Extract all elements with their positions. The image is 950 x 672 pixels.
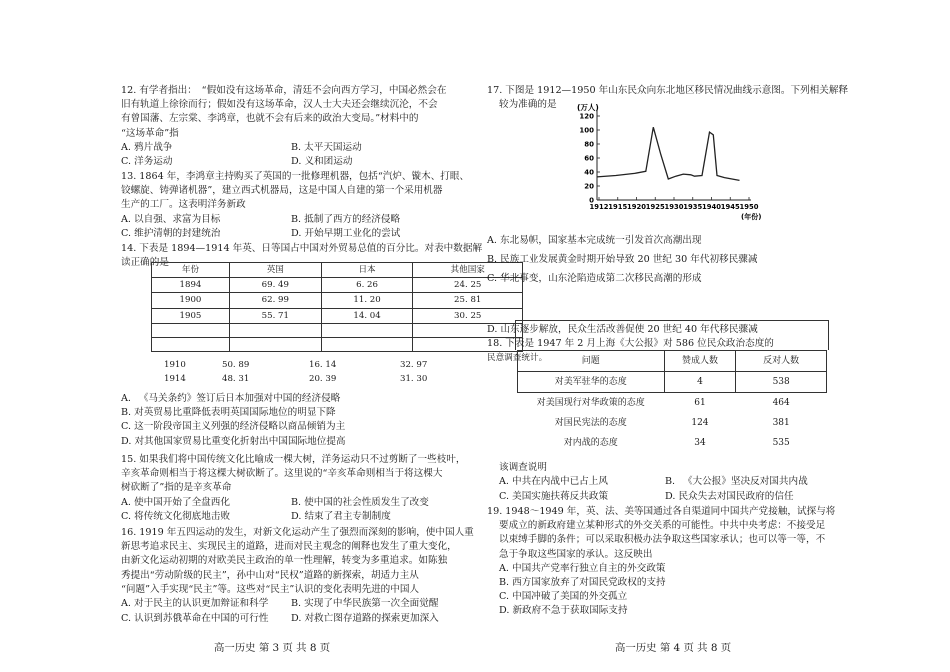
chart-y-label: (万人)	[577, 103, 599, 112]
chart-x-label: (年份)	[741, 213, 762, 221]
table-header-cell: 反对人数	[736, 351, 827, 372]
chart-x-tick-label: 1915	[608, 203, 628, 211]
chart-y-tick-label: 40	[584, 168, 594, 177]
question-17-options	[487, 234, 839, 287]
table-cell: 24. 25	[413, 278, 523, 293]
q12-option-d[interactable]: D. 义和团运动	[291, 156, 353, 168]
q12-stem-line: 有曾国藩、左宗棠、李鸿章，也就不会有后来的政治大变局。”材料中的	[121, 113, 419, 125]
table-cell: 25. 81	[413, 293, 523, 308]
q15-stem-line: 辛亥革命则相当于将这棵大树砍断了。这里说的“辛亥革命则相当于将这棵大	[121, 468, 443, 480]
q16-stem-line: “问题”入手实现“民主”等。这些对“民主”认识的变化表明先进的中国人	[121, 583, 420, 595]
table-cell: 1910	[164, 360, 186, 370]
q13-option-d[interactable]: D. 开始早期工业化的尝试	[291, 228, 401, 240]
q18-options-row	[499, 490, 851, 505]
table-cell: 1905	[152, 308, 230, 323]
chart-x-tick-label: 1930	[664, 203, 684, 211]
q15-option-b[interactable]: B. 使中国的社会性质发生了改变	[291, 496, 429, 508]
q13-stem-line: 13. 1864 年，李鸿章主持购买了英国的一批修理机器，包括“汽炉、镟木、打眼、	[121, 171, 470, 182]
q15-options-row	[121, 496, 473, 511]
chart-x-tick-label: 1940	[702, 203, 721, 211]
q13-stem-line: 生产的工厂。这表明洋务新政	[121, 199, 246, 211]
question-19	[487, 505, 839, 619]
q17-stem-line: 17. 下图是 1912—1950 年山东民众向东北地区移民情况曲线示意图。下列相关解释	[487, 85, 849, 96]
table-row	[518, 433, 827, 453]
q14-option-d[interactable]: D. 对其他国家贸易比重变化折射出中国国际地位提高	[121, 435, 346, 447]
q18-stem-line: 民意调查统计。	[487, 353, 548, 364]
q19-stem-line: 急于争取这些国家的承认。这反映出	[499, 548, 653, 560]
q15-stem-line: 15. 如果我们将中国传统文化比喻成一棵大树，洋务运动只不过剪断了一些枝叶，	[121, 454, 466, 465]
q12-option-b[interactable]: B. 太平天国运动	[291, 141, 362, 153]
q14-option-a[interactable]: A. 《马关条约》签订后日本加强对中国的经济侵略	[121, 393, 341, 404]
q12-stem-line: 旧有轨道上徐徐而行；假如没有这场革命，汉人士大夫还会继续沉沦，不会	[121, 99, 438, 111]
migration-line-chart	[569, 100, 762, 225]
chart-y-tick-label: 60	[584, 154, 594, 163]
q18-option-c[interactable]: C. 美国实施扶蒋反共政策	[499, 490, 609, 502]
q16-stem-line: 秀提出“劳动阶级的民主”，孙中山对“民权”道路的新探索，胡适力主从	[121, 569, 419, 581]
q18-stem-line: 18. 下表是 1947 年 2 月上海《大公报》对 586 位民众政治态度的	[487, 338, 774, 349]
table-row	[518, 393, 827, 414]
q18-options-row	[499, 475, 851, 490]
table-row	[164, 358, 464, 372]
table-cell: 对内战的态度	[563, 437, 618, 448]
q16-options-row	[121, 612, 473, 627]
q17-option-b[interactable]: B. 民族工业发展黄金时期开始导致 20 世纪 30 年代初移民骤减	[487, 254, 758, 266]
table-row	[518, 372, 827, 393]
q16-option-d[interactable]: D. 对救亡图存道路的探索更加深入	[291, 612, 439, 624]
table-row	[152, 293, 523, 308]
table-header-cell: 英国	[229, 263, 321, 278]
chart-y-tick-label: 80	[584, 140, 594, 149]
trade-share-table	[151, 262, 523, 352]
q13-option-c[interactable]: C. 维护清朝的封建统治	[121, 228, 221, 240]
q19-stem-line: 要成立的新政府建立某种形式的外交关系的可能性。中共中央考虑：不接受足	[499, 520, 826, 532]
q12-option-c[interactable]: C. 洋务运动	[121, 156, 173, 168]
q16-option-c[interactable]: C. 认识到苏俄革命在中国的可行性	[121, 612, 269, 624]
table-cell: 535	[772, 437, 790, 448]
chart-x-tick-label: 1925	[645, 203, 665, 211]
q12-stem-line: 12. 有学者指出： “假如没有这场革命，清廷不会向西方学习，中国必然会在	[121, 85, 447, 96]
table-cell: 6. 26	[321, 278, 413, 293]
question-17-option-d	[487, 323, 839, 337]
table-cell: 48. 31	[222, 373, 250, 384]
q18-option-b[interactable]: B. 《大公报》坚决反对国共内战	[665, 476, 808, 488]
chart-x-tick-label: 1935	[683, 203, 703, 211]
table-cell: 4	[664, 372, 736, 393]
opinion-survey-table	[517, 350, 827, 453]
table-cell: 69. 49	[229, 278, 321, 293]
q15-option-c[interactable]: C. 将传统文化彻底地击败	[121, 511, 231, 523]
q14-option-c[interactable]: C. 这一阶段帝国主义列强的经济侵略以商品倾销为主	[121, 421, 346, 433]
table-cell: 对国民宪法的态度	[554, 417, 627, 428]
q14-option-b[interactable]: B. 对英贸易比重降低表明英国国际地位的明显下降	[121, 407, 336, 419]
chart-y-tick-label: 120	[579, 112, 594, 121]
table-header-cell: 赞成人数	[664, 351, 736, 372]
table-header-cell: 问题	[518, 351, 665, 372]
q18-option-d[interactable]: D. 民众失去对国民政府的信任	[665, 490, 794, 502]
q19-option-a[interactable]: A. 中国共产党率行独立自主的外交政策	[499, 562, 666, 574]
q14-stem-line: 14. 下表是 1894—1914 年英、日等国占中国对外贸易总值的百分比。对表中数据解	[121, 243, 483, 254]
table-cell: 55. 71	[229, 308, 321, 323]
table-row	[518, 413, 827, 433]
q19-option-d[interactable]: D. 新政府不急于获取国际支持	[499, 605, 628, 617]
q15-stem-line: 树砍断了”指的是辛亥革命	[121, 482, 232, 494]
chart-x-tick-label: 1945	[720, 203, 740, 211]
trade-table-extra-rows	[164, 358, 464, 385]
page-footer: 高一历史 第 3 页 共 8 页	[214, 642, 331, 654]
table-cell: 34	[694, 437, 706, 448]
question-16	[121, 526, 473, 626]
table-row	[152, 308, 523, 323]
q17-option-c[interactable]: C. 华北事变，山东沦陷造成第二次移民高潮的形成	[487, 273, 702, 285]
q19-option-c[interactable]: C. 中国冲破了美国的外交孤立	[499, 591, 628, 603]
table-cell: 50. 89	[222, 360, 250, 370]
question-18-options	[499, 461, 851, 504]
table-cell: 124	[691, 417, 709, 428]
table-header-cell: 其他国家	[413, 263, 523, 278]
chart-x-tick-label: 1912	[589, 203, 609, 211]
table-cell: 30. 25	[413, 308, 523, 323]
table-header-cell: 日本	[321, 263, 413, 278]
chart-x-tick-label: 1920	[627, 203, 646, 211]
table-header-row	[518, 351, 827, 372]
q17-stem-line: 较为准确的是	[499, 99, 557, 111]
table-row	[164, 372, 464, 386]
q18-option-a[interactable]: A. 中共在内战中已占上风	[499, 476, 608, 488]
table-cell: 31. 30	[400, 373, 428, 384]
q12-options-row	[121, 141, 473, 156]
table-header-row	[152, 263, 523, 278]
q16-stem-line: 由新文化运动初期的对欧美民主政治的单一性理解，转变为多重追求。如陈独	[121, 555, 448, 567]
table-empty-row	[152, 337, 523, 351]
table-cell: 16. 14	[309, 360, 337, 370]
chart-y-tick-label: 0	[589, 196, 594, 205]
q19-stem-line: 以束缚手脚的条件；可以采取积极办法争取这些国家承认；也可以等一等，不	[499, 534, 826, 546]
question-13	[121, 170, 473, 242]
table-cell: 1900	[152, 293, 230, 308]
question-12	[121, 84, 473, 170]
q12-option-a[interactable]: A. 鸦片战争	[121, 141, 173, 153]
q16-options-row	[121, 597, 473, 612]
q19-stem-line: 19. 1948～1949 年，英、法、美等国通过各自渠道同中国共产党接触，试探与将	[487, 506, 836, 517]
q15-option-d[interactable]: D. 结束了君主专制制度	[291, 511, 391, 523]
q17-option-d[interactable]: D. 山东逐步解放，民众生活改善促使 20 世纪 40 年代移民骤减	[487, 324, 758, 335]
chart-y-tick-label: 20	[584, 182, 594, 191]
table-cell: 14. 04	[321, 308, 413, 323]
q16-stem-line: 16. 1919 年五四运动的发生，对新文化运动产生了强烈而深刻的影响，使中国人重	[121, 527, 474, 538]
table-cell: 464	[772, 397, 790, 408]
q16-option-a[interactable]: A. 对于民主的认识更加辩证和科学	[121, 598, 269, 610]
q16-stem-line: 新思考追求民主、实现民主的道路，进而对民主观念的阐释也发生了重大变化，	[121, 541, 457, 553]
page-footer: 高一历史 第 4 页 共 8 页	[615, 642, 732, 654]
chart-x-tick-label: 1950	[739, 203, 759, 211]
table-cell: 538	[736, 372, 827, 393]
table-cell: 32. 97	[400, 360, 428, 370]
question-15	[121, 453, 473, 525]
q13-option-b[interactable]: B. 抵制了西方的经济侵略	[291, 213, 401, 225]
q12-options-row	[121, 155, 473, 170]
q19-option-b[interactable]: B. 西方国家放弃了对国民党政权的支持	[499, 577, 666, 589]
table-empty-row	[152, 323, 523, 337]
table-cell: 11. 20	[321, 293, 413, 308]
q13-options-row	[121, 227, 473, 242]
table-header-cell: 年份	[152, 263, 230, 278]
table-cell: 62. 99	[229, 293, 321, 308]
chart-y-tick-label: 100	[579, 126, 594, 135]
q13-option-a[interactable]: A. 以自强、求富为目标	[121, 213, 221, 225]
question-14-options	[121, 392, 473, 449]
q16-option-b[interactable]: B. 实现了中华民族第一次全面觉醒	[291, 598, 439, 610]
table-cell: 20. 39	[309, 373, 337, 384]
q17-option-a[interactable]: A. 东北易帜，国家基本完成统一引发首次高潮出现	[487, 235, 702, 246]
table-cell: 381	[772, 417, 790, 428]
table-cell: 1914	[164, 373, 186, 384]
q13-stem-line: 铰螺旋、铸弹诸机器”，建立西式机器局，这是中国人自建的第一个采用机器	[121, 185, 443, 197]
q13-options-row	[121, 213, 473, 228]
table-cell: 61	[694, 397, 706, 408]
q18-lead: 该调查说明	[499, 462, 547, 473]
q15-option-a[interactable]: A. 使中国开始了全盘西化	[121, 496, 230, 508]
q15-options-row	[121, 510, 473, 525]
q14-stem-line: 读正确的是	[121, 257, 169, 269]
table-row	[152, 278, 523, 293]
table-cell: 对美军驻华的态度	[518, 372, 665, 393]
table-cell: 1894	[152, 278, 230, 293]
chart-series-line	[597, 127, 740, 180]
q12-stem-line: “这场革命”指	[121, 127, 179, 139]
table-cell: 对美国现行对华政策的态度	[536, 397, 645, 408]
